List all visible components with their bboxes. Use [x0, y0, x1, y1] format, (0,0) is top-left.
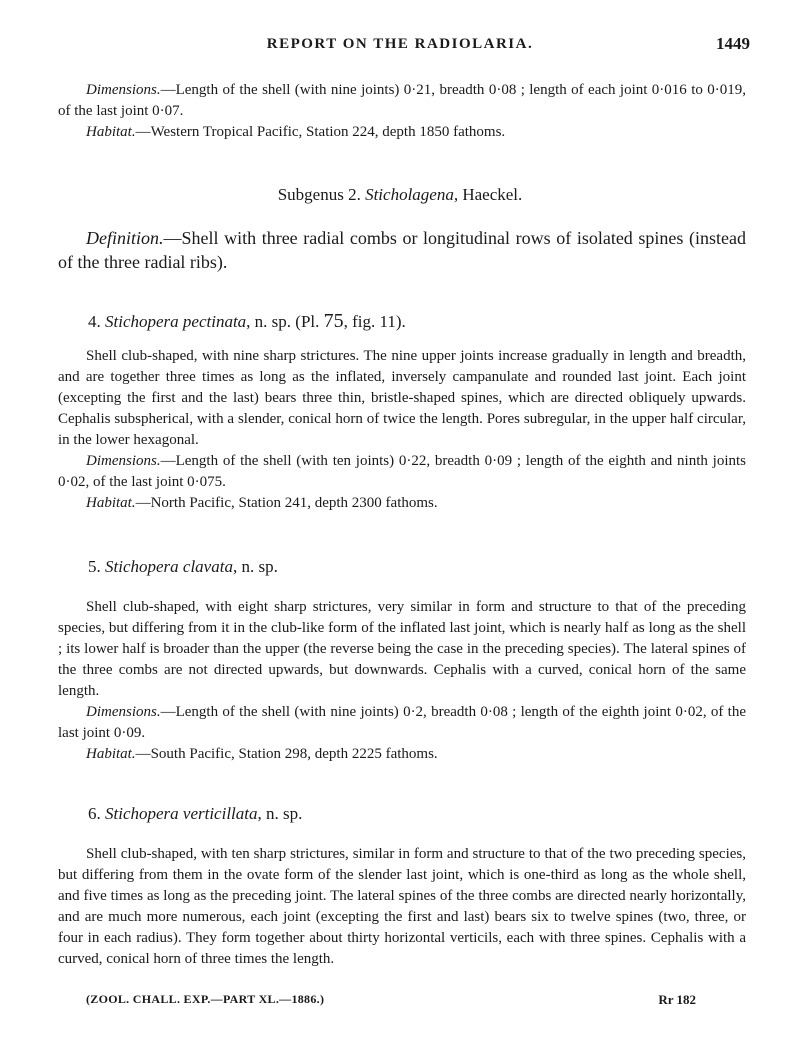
subgenus-heading — [0, 185, 800, 205]
definition-block — [58, 226, 746, 274]
running-header — [0, 34, 800, 58]
species-heading — [88, 557, 278, 577]
figure-reference: , fig. 11). — [343, 312, 406, 331]
habitat-paragraph — [58, 493, 746, 514]
species-number: 6. — [88, 804, 101, 823]
dimensions-text: —Length of the shell (with nine joints) 0·21, breadth 0·08 ; length of each joint 0·016 to 0·019, of the last joint 0·07. — [58, 82, 746, 119]
habitat-text: —North Pacific, Station 241, depth 2300 fathoms. — [135, 495, 438, 511]
species-number: 4. — [88, 312, 101, 331]
subgenus-name: Sticholagena — [365, 185, 454, 204]
dimensions-paragraph — [58, 80, 746, 122]
dimensions-label: Dimensions. — [86, 82, 161, 98]
definition-text: —Shell with three radial combs or longitudinal rows of isolated spines (instead of the three radial ribs). — [58, 228, 746, 272]
species-suffix: , n. sp. — [257, 804, 303, 823]
species-description: Shell club-shaped, with nine sharp strictures. The nine upper joints increase gradually in length and breadth, and are together three times as long as the inflated, inversely campanulate and rounded last joint. Each joint (excepting the first and the last) bears three thin, bristle-shaped spines, which are directed obliquely upwards. Cephalis subspherical, with a slender, conical horn of twice the length. Pores subregular, in the upper half circular, in the lower hexagonal. — [58, 348, 746, 448]
dimensions-label: Dimensions. — [86, 704, 161, 720]
definition-label: Definition. — [86, 228, 164, 248]
dimensions-paragraph — [58, 702, 746, 744]
dimensions-paragraph — [58, 451, 746, 493]
footer-signature: Rr 182 — [658, 992, 696, 1007]
species-block-verticillata — [58, 844, 746, 970]
habitat-label: Habitat. — [86, 746, 136, 762]
subgenus-author: , Haeckel. — [453, 185, 523, 204]
running-title: REPORT ON THE RADIOLARIA. — [266, 36, 534, 52]
habitat-text: —Western Tropical Pacific, Station 224, depth 1850 fathoms. — [135, 124, 506, 140]
species-suffix: , n. sp. — [232, 557, 278, 576]
species-description: Shell club-shaped, with eight sharp strictures, very similar in form and structure to that of the preceding species, but differing from it in the club-like form of the inflated last joint, which is nearly half as long as the shell ; its lower half is broader than the upper (the reverse being the case in the preceding species). The lateral spines of the three combs are not directed upwards, but downwards. Cephalis with a curved, conical horn of the same length. — [58, 599, 746, 699]
footer-citation: (ZOOL. CHALL. EXP.—PART XL.—1886.) — [86, 992, 325, 1006]
dimensions-text: —Length of the shell (with nine joints) 0·2, breadth 0·08 ; length of the eighth joint 0·02, of the last joint 0·09. — [58, 704, 746, 741]
habitat-text: —South Pacific, Station 298, depth 2225 fathoms. — [135, 746, 438, 762]
page-number: 1449 — [716, 34, 750, 53]
species-suffix: , n. sp. (Pl. — [246, 312, 320, 331]
species-name: Stichopera verticillata — [105, 804, 258, 823]
species-number: 5. — [88, 557, 101, 576]
habitat-label: Habitat. — [86, 495, 136, 511]
habitat-label: Habitat. — [86, 124, 136, 140]
species-block-clavata — [58, 597, 746, 765]
species-description: Shell club-shaped, with ten sharp strictures, similar in form and structure to that of the two preceding species, but differing from them in the ovate form of the slender last joint, which is one-third as long as the whole shell, and five times as long as the preceding joint. The lateral spines of the three combs are directed nearly horizontally, and are much more numerous, each joint (excepting the first and last) bears six to twelve spines (two, three, or four in each radius). They form together about thirty horizontal verticils, each with three spines. Cephalis with a curved, conical horn of three times the length. — [58, 846, 746, 967]
species-heading — [88, 804, 302, 824]
plate-number: 75 — [323, 310, 344, 332]
previous-species-tail — [58, 80, 746, 143]
subgenus-prefix: Subgenus 2. — [277, 185, 361, 204]
species-block-pectinata — [58, 346, 746, 514]
species-name: Stichopera pectinata — [105, 312, 247, 331]
dimensions-label: Dimensions. — [86, 453, 161, 469]
habitat-paragraph — [58, 744, 746, 765]
habitat-paragraph — [58, 122, 746, 143]
species-name: Stichopera clavata — [105, 557, 233, 576]
definition-paragraph — [58, 226, 746, 274]
species-heading — [88, 310, 406, 333]
dimensions-text: —Length of the shell (with ten joints) 0·22, breadth 0·09 ; length of the eighth and ninth joints 0·02, of the last joint 0·075. — [58, 453, 746, 490]
